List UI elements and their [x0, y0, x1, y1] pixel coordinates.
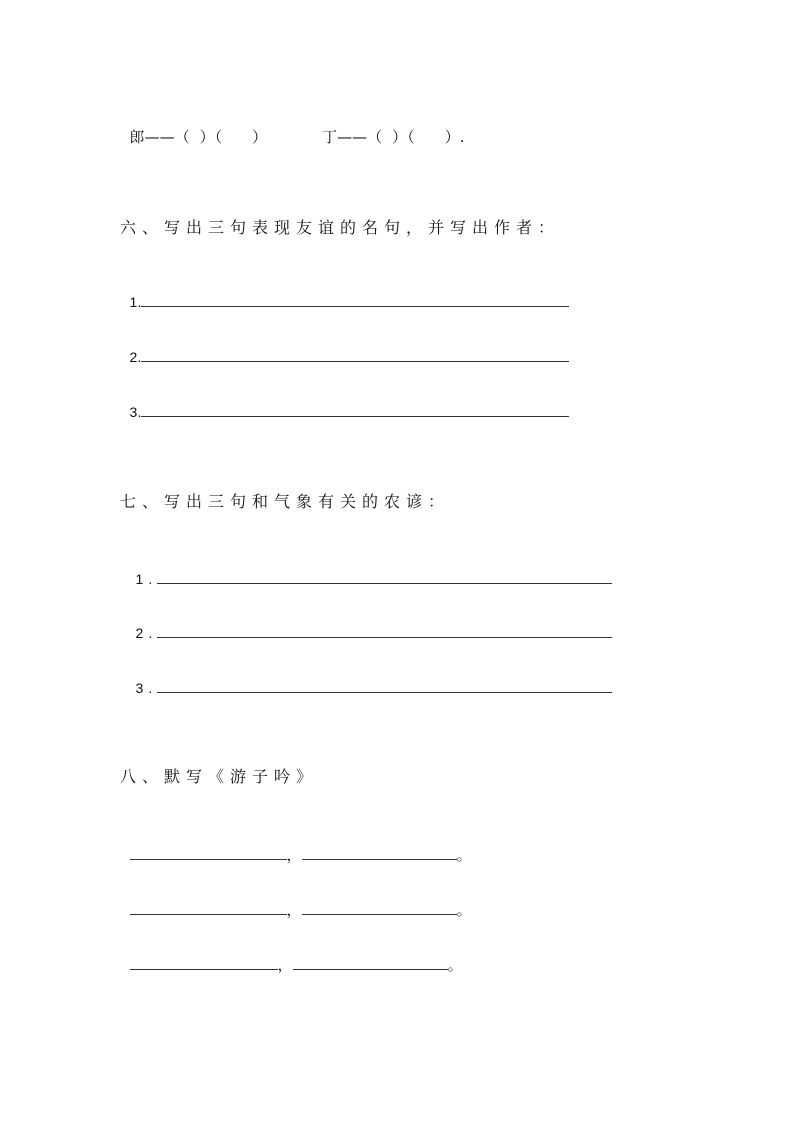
section6-heading: 六、写出三句表现友谊的名句，并写出作者：: [120, 218, 561, 237]
period: .: [459, 128, 465, 146]
paren-open: （: [367, 128, 383, 146]
dash: ——: [144, 128, 175, 146]
char-ding: 丁: [322, 128, 338, 146]
section7-item-1: [126, 549, 612, 589]
comma: ，: [277, 956, 293, 974]
answer-line[interactable]: [130, 956, 278, 970]
item-number: 1.: [129, 294, 142, 310]
paren-open: （: [174, 128, 190, 146]
poem-line-3: [120, 935, 463, 975]
answer-line[interactable]: [130, 846, 287, 860]
item-number: 1.: [135, 571, 158, 587]
dash: ——: [337, 128, 368, 146]
item-number: 3.: [129, 404, 142, 420]
section7-item-3: [126, 658, 612, 698]
full-stop: 。: [447, 956, 463, 974]
section8-heading: 八、默写《游子吟》: [120, 767, 319, 786]
answer-line[interactable]: [293, 956, 448, 970]
paren-close: ）: [199, 128, 215, 146]
answer-line[interactable]: [157, 570, 612, 584]
paren-open: （: [407, 128, 415, 146]
poem-line-1: [120, 825, 472, 865]
answer-line[interactable]: [302, 901, 457, 915]
answer-line[interactable]: [302, 846, 457, 860]
char-lang: 郎: [129, 128, 145, 146]
full-stop: 。: [456, 846, 472, 864]
section7-heading: 七、写出三句和气象有关的农谚：: [120, 492, 451, 511]
answer-line[interactable]: [141, 348, 569, 362]
section7-item-2: [126, 603, 612, 643]
paren-close: ）: [252, 128, 268, 146]
section6-item-2: [120, 327, 569, 367]
paren-close: ）: [444, 128, 460, 146]
poem-line-2: [120, 880, 472, 920]
full-stop: 。: [456, 901, 472, 919]
item-number: 2.: [135, 625, 158, 641]
item-number: 3.: [135, 680, 158, 696]
answer-line[interactable]: [130, 901, 287, 915]
paren-open: （: [214, 128, 223, 146]
section6-item-3: [120, 382, 569, 422]
compound-word-line: [120, 107, 464, 147]
section6-item-1: [120, 272, 569, 312]
answer-line[interactable]: [141, 403, 569, 417]
answer-line[interactable]: [141, 293, 569, 307]
item-number: 2.: [129, 349, 142, 365]
paren-close: ）: [392, 128, 408, 146]
answer-line[interactable]: [157, 679, 612, 693]
answer-line[interactable]: [157, 624, 612, 638]
comma: ，: [286, 901, 302, 919]
comma: ，: [286, 846, 302, 864]
